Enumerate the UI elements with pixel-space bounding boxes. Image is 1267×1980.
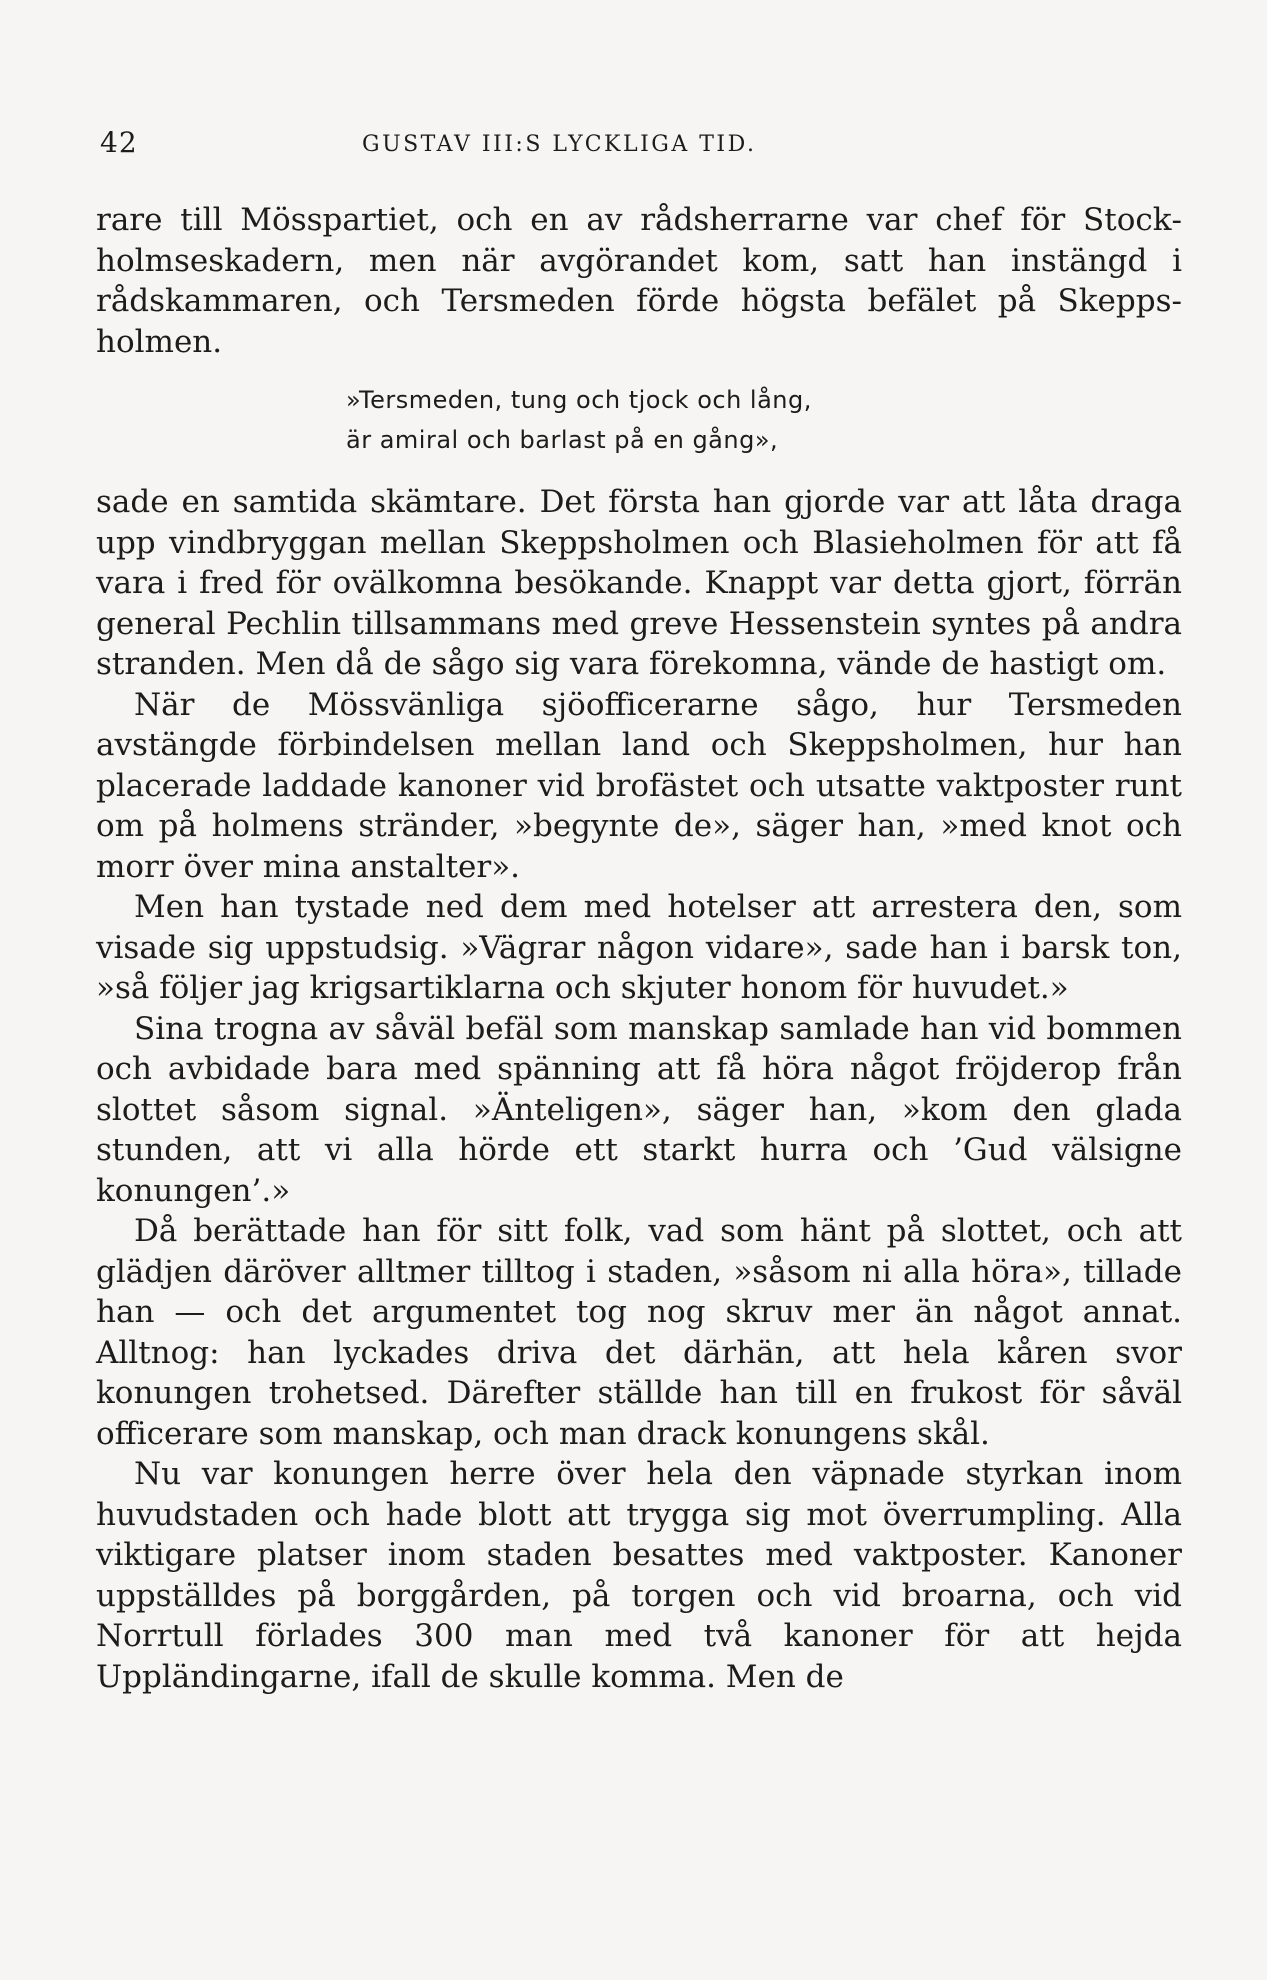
paragraph: Sina trogna av såväl befäl som manskap samlade han vid bommen och avbidade bara med spänning att få höra något fröjderop från slottet såsom signal. »Änteligen», säger han, »kom den glada stunden, att vi alla hörde ett starkt hurra och ’Gud välsigne konungen’.» [96, 1010, 1182, 1209]
page-number: 42 [100, 126, 138, 159]
page-body [96, 200, 1182, 1697]
paragraph: Nu var konungen herre över hela den väpnade styrkan inom huvudstaden och hade blott att trygga sig mot överrumpling. Alla viktigare platser inom staden besattes med vaktposter. Kanoner uppställdes på borggården, på torgen och vid broarna, och vid Norrtull förlades 300 man med två kanoner för att hejda Uppländingarne, ifall de skulle komma. Men de [96, 1456, 1182, 1695]
paragraph: Då berättade han för sitt folk, vad som hänt på slottet, och att glädjen däröver alltmer tilltog i staden, »såsom ni alla höra», tillade han — och det argumentet tog nog skruv mer än något annat. Alltnog: han lyckades driva det därhän, att hela kåren svor konungen trohetsed. Därefter ställde han till en frukost för såväl officerare som manskap, och man drack konungens skål. [96, 1213, 1182, 1452]
verse-line: är amiral och barlast på en gång», [346, 426, 779, 454]
verse-line: »Tersmeden, tung och tjock och lång, [346, 386, 812, 414]
running-title: GUSTAV III:S LYCKLIGA TID. [362, 132, 757, 157]
paragraph: Men han tystade ned dem med hotelser att arrestera den, som visade sig uppstudsig. »Vägrar någon vidare», sade han i barsk ton, »så följer jag krigsartiklarna och skjuter honom för huvudet.» [96, 889, 1182, 1006]
paragraph: När de Mössvänliga sjöofficerarne sågo, hur Tersmeden avstängde förbindelsen mellan land och Skeppsholmen, hur han placerade laddade kanoner vid brofästet och utsatte vaktposter runt om på holmens stränder, »begynte de», säger han, »med knot och morr över mina anstalter». [96, 686, 1182, 885]
paragraph: sade en samtida skämtare. Det första han gjorde var att låta draga upp vindbryggan mellan Skeppsholmen och Blasieholmen för att få vara i fred för ovälkomna besökande. Knappt var detta gjort, förrän general Pechlin tillsammans med greve Hessenstein syntes på andra stranden. Men då de sågo sig vara förekomna, vände de hastigt om. [96, 484, 1182, 682]
page-header [100, 126, 1180, 166]
paragraph: rare till Mösspartiet, och en av rådsherrarne var chef för Stockholmseskadern, men när avgörandet kom, satt han instängd i rådskammaren, och Tersmeden förde högsta befälet på Skeppsholmen. [96, 202, 1182, 360]
verse-quote [96, 380, 1182, 460]
